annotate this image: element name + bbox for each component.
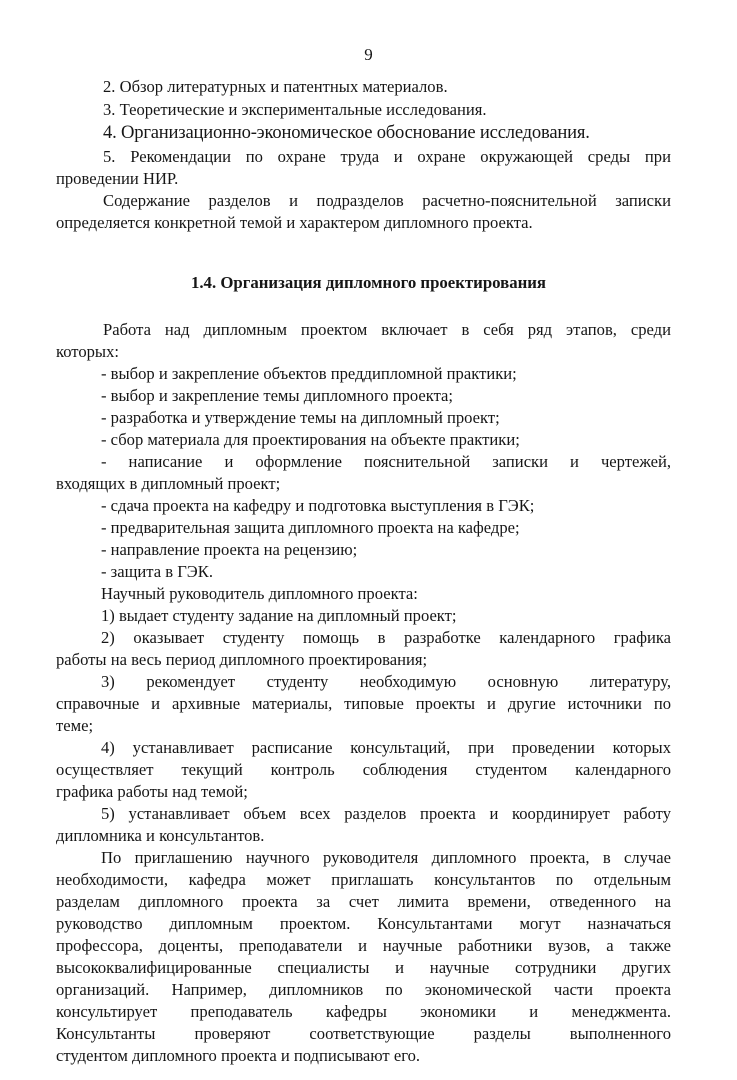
list-item: - разработка и утверждение темы на дипломный проект;	[101, 408, 500, 427]
list-item-continuation: теме;	[56, 716, 94, 735]
list-item: - защита в ГЭК.	[101, 562, 213, 581]
paragraph-line: Работа над дипломным проектом включает в себя ряд этапов, среди	[103, 320, 671, 339]
list-item: 4. Организационно-экономическое обоснование исследования.	[103, 122, 590, 143]
list-item-continuation: дипломника и консультантов.	[56, 826, 265, 845]
paragraph-line: организаций. Например, дипломников по экономической части проекта	[56, 980, 671, 999]
list-item: 4) устанавливает расписание консультаций, при проведении которых	[101, 738, 671, 757]
list-item: 1) выдает студенту задание на дипломный проект;	[101, 606, 457, 625]
paragraph-line: консультирует преподаватель кафедры экономики и менеджмента.	[56, 1002, 671, 1021]
paragraph-line: Содержание разделов и подразделов расчетно-пояснительной записки	[103, 191, 671, 210]
paragraph-line: необходимости, кафедра может приглашать консультантов по отдельным	[56, 870, 671, 889]
list-item-continuation: входящих в дипломный проект;	[56, 474, 281, 493]
list-item: 3. Теоретические и экспериментальные исследования.	[103, 100, 487, 119]
paragraph-line: Научный руководитель дипломного проекта:	[101, 584, 418, 603]
paragraph-line: которых:	[56, 342, 119, 361]
paragraph-line: 5. Рекомендации по охране труда и охране окружающей среды при	[103, 147, 671, 166]
paragraph-line: студентом дипломного проекта и подписывают его.	[56, 1046, 421, 1065]
paragraph-line: руководство дипломным проектом. Консультантами могут назначаться	[56, 914, 671, 933]
paragraph-line: определяется конкретной темой и характером дипломного проекта.	[56, 213, 533, 232]
list-item-continuation: графика работы над темой;	[56, 782, 248, 801]
list-item: - сбор материала для проектирования на объекте практики;	[101, 430, 520, 449]
list-item: - предварительная защита дипломного проекта на кафедре;	[101, 518, 520, 537]
list-item: - написание и оформление пояснительной записки и чертежей,	[101, 452, 671, 471]
list-item-continuation: справочные и архивные материалы, типовые проекты и другие источники по	[56, 694, 671, 713]
section-heading: 1.4. Организация дипломного проектирования	[190, 273, 547, 292]
paragraph-line: проведении НИР.	[56, 169, 179, 188]
paragraph-line: высококвалифицированные специалисты и научные сотрудники других	[56, 958, 671, 977]
list-item: - направление проекта на рецензию;	[101, 540, 358, 559]
list-item-continuation: работы на весь период дипломного проектирования;	[56, 650, 428, 669]
list-item: - выбор и закрепление темы дипломного проекта;	[101, 386, 454, 405]
list-item-continuation: осуществляет текущий контроль соблюдения студентом календарного	[56, 760, 671, 779]
paragraph-line: Консультанты проверяют соответствующие разделы выполненного	[56, 1024, 671, 1043]
list-item: 5) устанавливает объем всех разделов проекта и координирует работу	[101, 804, 671, 823]
list-item: 3) рекомендует студенту необходимую основную литературу,	[101, 672, 671, 691]
list-item: 2) оказывает студенту помощь в разработке календарного графика	[101, 628, 671, 647]
list-item: - сдача проекта на кафедру и подготовка выступления в ГЭК;	[101, 496, 535, 515]
list-item: 2. Обзор литературных и патентных материалов.	[103, 77, 448, 96]
page-number: 9	[364, 45, 373, 64]
paragraph-line: профессора, доценты, преподаватели и научные работники вузов, а также	[56, 936, 671, 955]
paragraph-line: По приглашению научного руководителя дипломного проекта, в случае	[101, 848, 671, 867]
paragraph-line: разделам дипломного проекта за счет лимита времени, отведенного на	[56, 892, 671, 911]
list-item: - выбор и закрепление объектов преддипломной практики;	[101, 364, 517, 383]
